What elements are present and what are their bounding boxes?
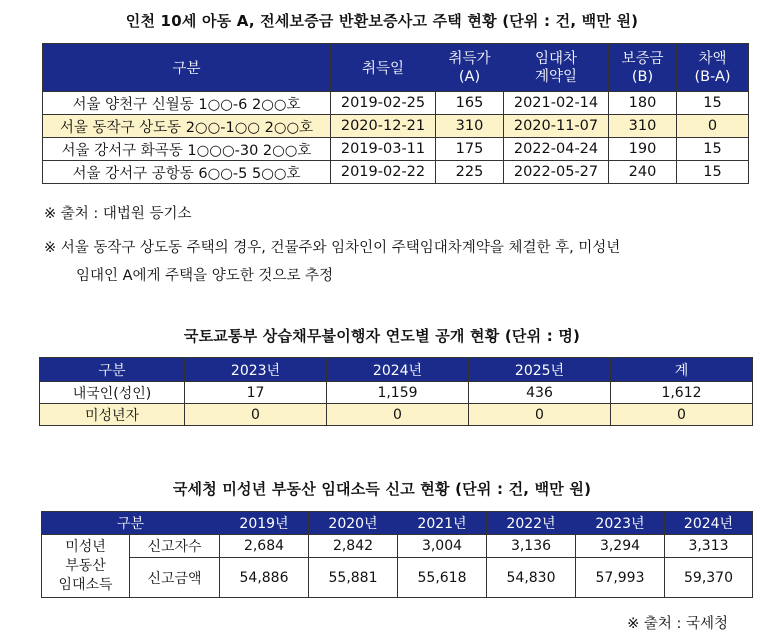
value-cell: 54,830 (487, 558, 576, 598)
header-acquisition-date: 취득일 (331, 44, 436, 92)
value-cell: 1,612 (611, 382, 753, 404)
value-cell: 0 (327, 404, 469, 426)
address-cell: 서울 양천구 신월동 1○○-6 2○○호 (43, 92, 331, 115)
date-cell: 2020-11-07 (504, 115, 609, 138)
row-label: 신고금액 (130, 558, 220, 598)
header-year: 2023년 (576, 512, 665, 535)
table-row (42, 558, 753, 598)
date-cell: 2020-12-21 (331, 115, 436, 138)
defaulter-disclosure-table (39, 357, 753, 426)
table1-header-row (43, 44, 749, 92)
header-acquisition-price: 취득가 (A) (436, 44, 504, 92)
date-cell: 2019-02-25 (331, 92, 436, 115)
header-category: 구분 (40, 358, 185, 382)
header-year: 2024년 (327, 358, 469, 382)
value-cell: 15 (677, 92, 749, 115)
header-deposit: 보증금 (B) (609, 44, 677, 92)
header-year: 2019년 (220, 512, 309, 535)
date-cell: 2019-03-11 (331, 138, 436, 161)
header-year: 2025년 (469, 358, 611, 382)
value-cell: 2,684 (220, 535, 309, 558)
header-year: 2023년 (185, 358, 327, 382)
header-category: 구분 (42, 512, 220, 535)
table-row-highlighted (43, 115, 749, 138)
value-cell: 0 (611, 404, 753, 426)
date-cell: 2022-04-24 (504, 138, 609, 161)
value-cell: 165 (436, 92, 504, 115)
value-cell: 57,993 (576, 558, 665, 598)
header-difference: 차액 (B-A) (677, 44, 749, 92)
value-cell: 225 (436, 161, 504, 184)
value-cell: 3,294 (576, 535, 665, 558)
value-cell: 17 (185, 382, 327, 404)
value-cell: 55,618 (398, 558, 487, 598)
table-row (40, 382, 753, 404)
row-label: 신고자수 (130, 535, 220, 558)
value-cell: 310 (609, 115, 677, 138)
date-cell: 2022-05-27 (504, 161, 609, 184)
row-label: 미성년자 (40, 404, 185, 426)
value-cell: 0 (677, 115, 749, 138)
value-cell: 3,004 (398, 535, 487, 558)
group-label: 미성년 부동산 임대소득 (42, 535, 130, 598)
table-row (43, 138, 749, 161)
table-row (43, 92, 749, 115)
table1-source-note: ※ 출처 : 대법원 등기소 (44, 206, 192, 222)
table2-header-row (40, 358, 753, 382)
value-cell: 240 (609, 161, 677, 184)
value-cell: 180 (609, 92, 677, 115)
table1-title: 인천 10세 아동 A, 전세보증금 반환보증사고 주택 현황 (단위 : 건, 백만 원) (125, 12, 639, 30)
table1-remark-note-continued: 임대인 A에게 주택을 양도한 것으로 추정 (76, 268, 334, 284)
value-cell: 0 (469, 404, 611, 426)
address-cell: 서울 동작구 상도동 2○○-1○○ 2○○호 (43, 115, 331, 138)
table-row (42, 535, 753, 558)
header-year: 2024년 (665, 512, 753, 535)
value-cell: 3,136 (487, 535, 576, 558)
header-year: 2021년 (398, 512, 487, 535)
value-cell: 190 (609, 138, 677, 161)
header-lease-date: 임대차 계약일 (504, 44, 609, 92)
deposit-accident-table (42, 43, 749, 184)
value-cell: 175 (436, 138, 504, 161)
table-row (43, 161, 749, 184)
value-cell: 0 (185, 404, 327, 426)
value-cell: 436 (469, 382, 611, 404)
value-cell: 54,886 (220, 558, 309, 598)
header-year: 2020년 (309, 512, 398, 535)
address-cell: 서울 강서구 공항동 6○○-5 5○○호 (43, 161, 331, 184)
table1-remark-note: ※ 서울 동작구 상도동 주택의 경우, 건물주와 임차인이 주택임대차계약을 체결한 후, 미성년 (44, 240, 621, 256)
value-cell: 2,842 (309, 535, 398, 558)
date-cell: 2019-02-22 (331, 161, 436, 184)
table-row-highlighted (40, 404, 753, 426)
address-cell: 서울 강서구 화곡동 1○○○-30 2○○호 (43, 138, 331, 161)
date-cell: 2021-02-14 (504, 92, 609, 115)
table2-title: 국토교통부 상습채무불이행자 연도별 공개 현황 (단위 : 명) (183, 327, 581, 345)
value-cell: 15 (677, 161, 749, 184)
value-cell: 15 (677, 138, 749, 161)
value-cell: 1,159 (327, 382, 469, 404)
table3-source-note: ※ 출처 : 국세청 (627, 616, 728, 632)
rental-income-table (41, 511, 753, 598)
header-total: 계 (611, 358, 753, 382)
header-category: 구분 (43, 44, 331, 92)
value-cell: 310 (436, 115, 504, 138)
value-cell: 59,370 (665, 558, 753, 598)
table3-title: 국세청 미성년 부동산 임대소득 신고 현황 (단위 : 건, 백만 원) (172, 480, 592, 498)
header-year: 2022년 (487, 512, 576, 535)
value-cell: 3,313 (665, 535, 753, 558)
row-label: 내국인(성인) (40, 382, 185, 404)
value-cell: 55,881 (309, 558, 398, 598)
table3-header-row (42, 512, 753, 535)
